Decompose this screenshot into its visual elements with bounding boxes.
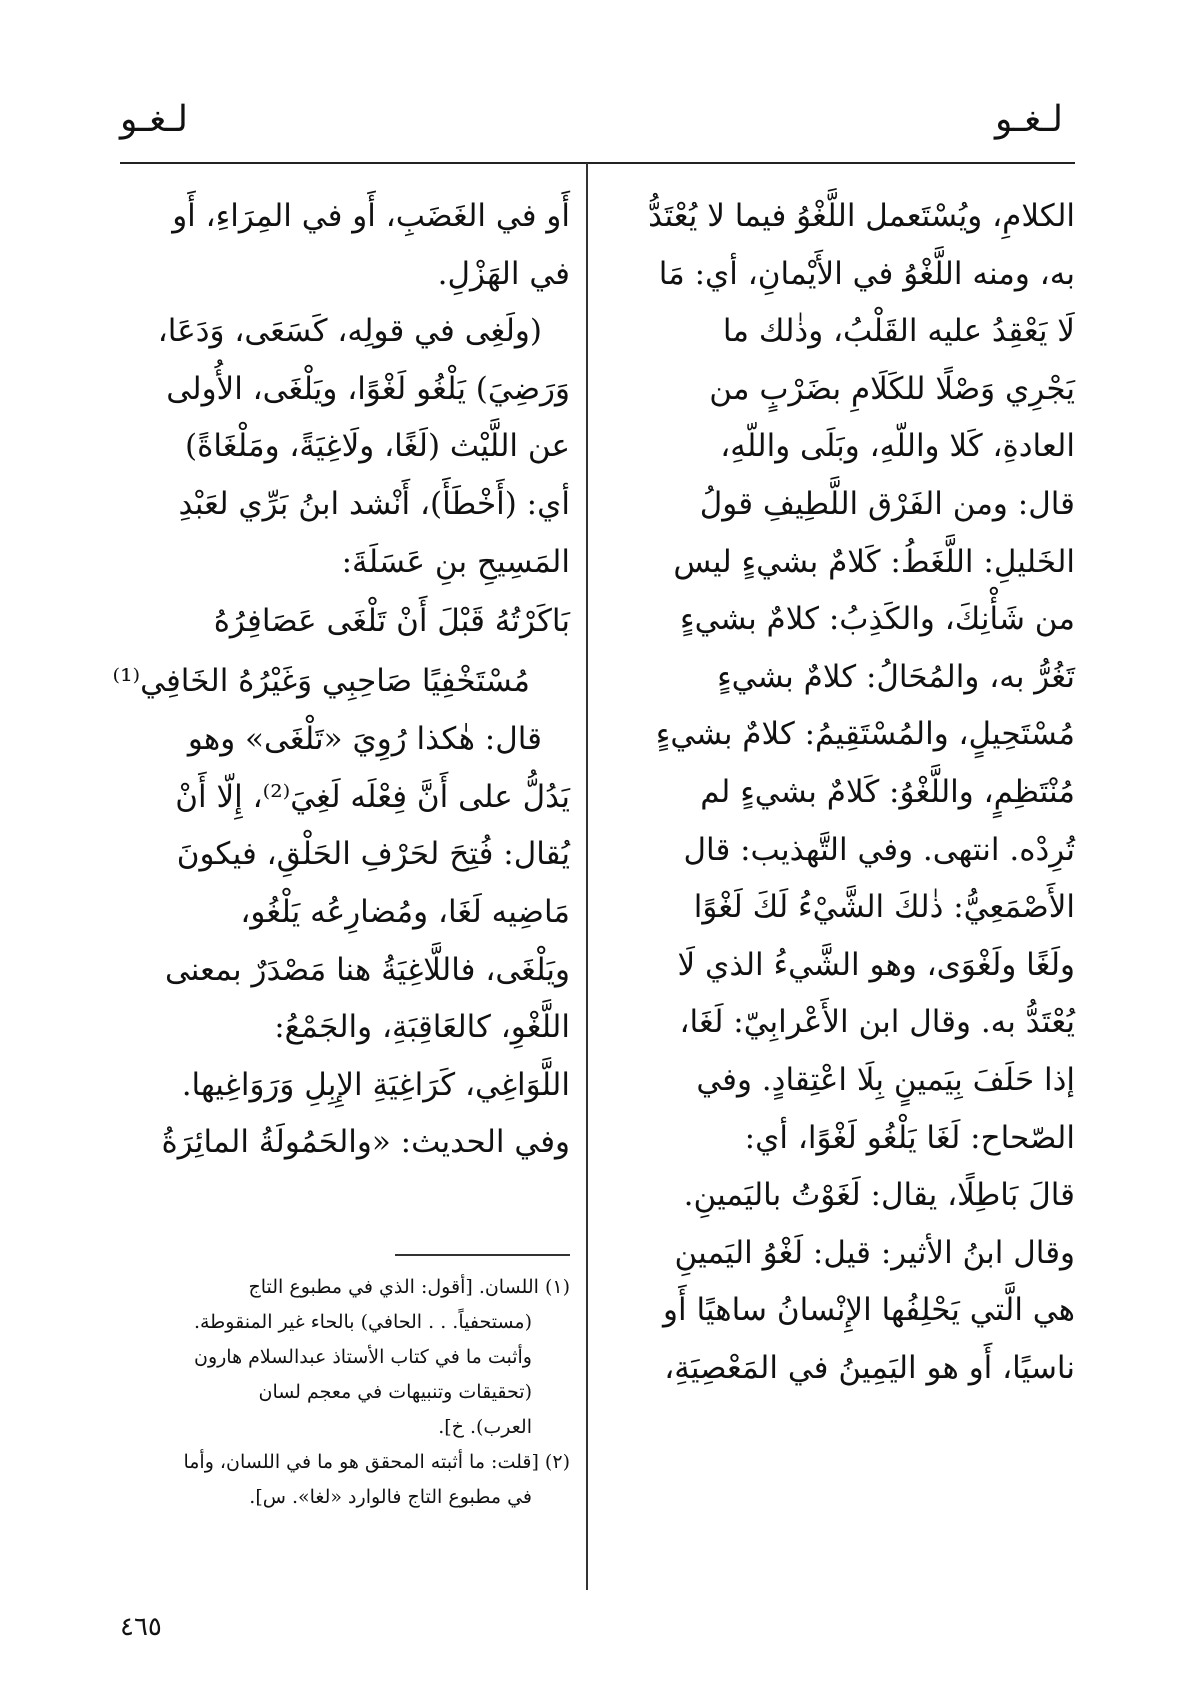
text-line: اللَّغْوِ، كالعَاقِبَةِ، والجَمْعُ: [274, 1009, 570, 1046]
text-line: ناسيًا، أَو هو اليَمِينُ في المَعْصِيَةِ، [664, 1349, 1075, 1386]
text-line: اللَّوَاغِي، كَرَاغِيَةِ الإِبِلِ وَرَوَاغِيها. [181, 1066, 570, 1103]
text-line: يُقال: فُتِحَ لحَرْفِ الحَلْقِ، فيكونَ [176, 836, 570, 873]
text-line: الكلامِ، ويُسْتَعمل اللَّغْوُ فيما لا يُعْتَدُّ [648, 198, 1075, 234]
text-line: في الهَزْلِ. [437, 255, 570, 292]
text-line: وَرَضِيَ) يَلْغُو لَغْوًا، ويَلْغَى، الأُولى [166, 370, 570, 407]
footnote-line: (٢) [قلت: ما أثبته المحقق هو ما في اللسان، وأما [183, 1451, 570, 1473]
text-line: قال: هٰكذا رُوِيَ «تَلْغَى» وهو [187, 721, 542, 758]
text-line: تُرِدْه. انتهى. وفي التَّهذيب: قال [683, 831, 1075, 868]
text-line: (ولَغِى في قولِه، كَسَعَى، وَدَعَا، [157, 313, 542, 350]
text-line: يَدُلُّ على أَنَّ فِعْلَه لَغِيَ⁽²⁾، إِلّا أَنْ [175, 778, 570, 815]
text-line: تَغُرُّ به، والمُحَالُ: كلامٌ بشيءٍ [717, 658, 1075, 695]
text-line: يُعْتَدُّ به. وقال ابن الأَعْرابِيّ: لَغَا، [679, 1004, 1075, 1041]
header-word-right: لـغـو [994, 99, 1063, 140]
footnote-line: (مستحفياً. . . الحافي) بالحاء غير المنقوطة. [193, 1311, 532, 1333]
text-line: قال: ومن الفَرْق اللَّطِيفِ قولُ [699, 485, 1075, 522]
footnote-rule [395, 1254, 570, 1256]
footnotes [120, 1270, 570, 1515]
text-line: وفي الحديث: «والحَمُولَةُ المائِرَةُ [161, 1124, 570, 1161]
footnote-line: في مطبوع التاج فالوارد «لغا». س]. [249, 1486, 532, 1508]
text-line: قالَ بَاطِلًا، يقال: لَغَوْتُ باليَمينِ. [683, 1177, 1075, 1214]
text-line: الخَليلِ: اللَّغَطُ: كَلامٌ بشيءٍ ليس [673, 543, 1075, 580]
verse-line: بَاكَرْتُهُ قَبْلَ أَنْ تَلْغَى عَصَافِرُهُ [213, 603, 570, 640]
text-line: به، ومنه اللَّغْوُ في الأَيْمانِ، أي: مَا [658, 255, 1075, 292]
text-line: يَجْرِي وَصْلًا للكَلَامِ بضَرْبٍ من [709, 370, 1075, 407]
footnote-line: وأثبت ما في كتاب الأستاذ عبدالسلام هارون [193, 1346, 532, 1368]
text-line: من شَأْنِكَ، والكَذِبُ: كلامٌ بشيءٍ [680, 601, 1075, 638]
text-line: مَاضِيه لَغَا، ومُضارِعُه يَلْغُو، [240, 893, 570, 930]
text-line: المَسِيحِ بنِ عَسَلَةَ: [341, 543, 570, 580]
text-line: العادةِ، كَلا واللّهِ، وبَلَى واللّهِ، [720, 428, 1075, 465]
footnote-line: (١) اللسان. [أقول: الذي في مطبوع التاج [248, 1276, 570, 1298]
page-number: ٤٦٥ [120, 1612, 162, 1642]
text-line: مُنْتَظِمٍ، واللَّغْوُ: كَلامٌ بشيءٍ لم [700, 773, 1075, 810]
text-line: الأَصْمَعِيُّ: ذٰلكَ الشَّيْءُ لَكَ لَغْوًا [693, 889, 1075, 926]
header-word-left: لـغـو [120, 99, 189, 140]
column-divider [586, 163, 588, 1590]
verse-line: مُسْتَخْفِيًا صَاحِبِي وَغَيْرُهُ الخَافِي⁽¹⁾ [112, 663, 530, 700]
right-column [612, 188, 1075, 1397]
text-line: مُسْتَحِيلٍ، والمُسْتَقِيمُ: كلامٌ بشيءٍ [655, 716, 1075, 753]
footnote-line: (تحقيقات وتنبيهات في معجم لسان [258, 1381, 532, 1403]
text-line: أَو في الغَضَبِ، أَو في المِرَاءِ، أَو [172, 198, 570, 234]
text-line: وقال ابنُ الأثير: قيل: لَغْوُ اليَمينِ [674, 1234, 1075, 1271]
text-line: ويَلْغَى، فاللَّاغِيَةُ هنا مَصْدَرٌ بمعنى [164, 951, 570, 988]
text-line: لَا يَعْقِدُ عليه القَلْبُ، وذٰلك ما [722, 313, 1075, 350]
text-line: أي: (أَخْطَأَ)، أَنْشد ابنُ بَرِّي لعَبْدِ [178, 485, 570, 522]
text-line: الصّحاح: لَغَا يَلْغُو لَغْوًا، أي: [744, 1119, 1075, 1156]
text-line: إذا حَلَفَ بِيَمينٍ بِلَا اعْتِقادٍ. وفي [696, 1061, 1075, 1098]
text-line: هي الَّتي يَحْلِفُها الإِنْسانُ ساهيًا أَو [663, 1292, 1075, 1329]
text-line: عن اللَّيْث (لَغًا، ولَاغِيَةً، ومَلْغَاةً) [185, 428, 570, 465]
footnote-line: العرب). خ]. [438, 1416, 532, 1438]
header-rule [120, 162, 1075, 164]
left-column [112, 188, 570, 1172]
text-line: ولَغًا ولَغْوَى، وهو الشَّيءُ الذي لَا [677, 946, 1075, 983]
